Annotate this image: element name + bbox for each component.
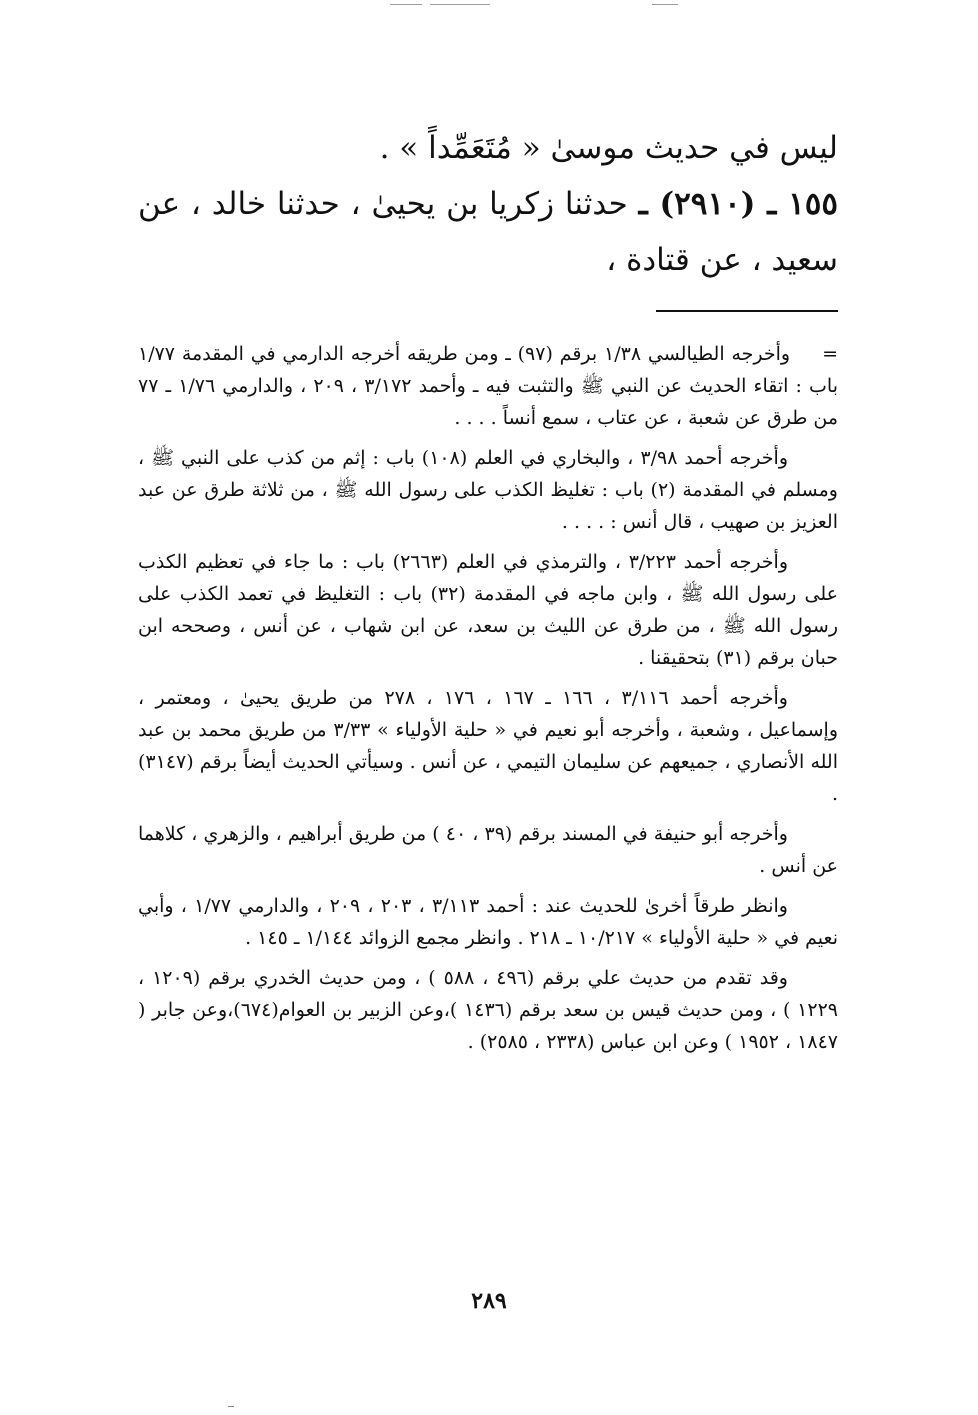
main-line-1: ليس في حديث موسىٰ « مُتَعَمِّداً » . [379,130,838,166]
hadith-entry-text: حدثنا زكريا بن يحيىٰ ، حدثنا خالد ، عن سعيد ، عن قتادة ، [138,186,838,278]
hadith-entry [138,176,838,288]
footnote-text: وأخرجه الطيالسي ١/٣٨ برقم (٩٧) ـ ومن طريقه أخرجه الدارمي في المقدمة ١/٧٧ باب : اتقاء الحديث عن النبي ﷺ والتثبت فيه ـ وأحمد ٣/١٧٢ ، ٢٠٩ ، والدارمي ١/٧٦ ـ ٧٧ من طرق عن شعبة ، عن عتاب ، سمع أنساً . . . . [138,343,839,429]
footnote-paragraph: وانظر طرقاً أخرىٰ للحديث عند : أحمد ٣/١١٣ ، ٢٠٣ ، ٢٠٩ ، والدارمي ١/٧٧ ، وأبي نعيم في « حلية الأولياء » ١٠/٢١٧ ـ ٢١٨ . وانظر مجمع الزوائد ١/١٤٤ ـ ١٤٥ . [138,895,838,949]
continuation-marker: = [822,343,838,365]
footnote-separator [656,310,838,312]
hadith-entry-number: ١٥٥ ـ (٢٩١٠) ـ [638,186,839,222]
footnote-paragraph: وأخرجه أحمد ٣/٢٢٣ ، والترمذي في العلم (٢٦٦٣) باب : ما جاء في تعظيم الكذب على رسول الله ﷺ ، وابن ماجه في المقدمة (٣٢) باب : التغليظ في تعمد الكذب على رسول الله ﷺ ، من طرق عن الليث بن سعد، عن ابن شهاب ، عن أنس ، وصححه ابن حبان برقم (٣١) بتحقيقنا . [138,551,838,669]
footnote-paragraph [138,338,838,434]
footnote-paragraph: وأخرجه أحمد ٣/١١٦ ، ١٦٦ ـ ١٦٧ ، ١٧٦ ، ٢٧٨ من طريق يحيىٰ ، ومعتمر ، وإسماعيل ، وشعبة ، وأخرجه أبو نعيم في « حلية الأولياء » ٣/٣٣ من طريق محمد بن عبد الله الأنصاري ، جميعهم عن سليمان التيمي ، عن أنس . وسيأتي الحديث أيضاً برقم (٣١٤٧) . [138,687,838,805]
footnote-paragraph: وأخرجه أحمد ٣/٩٨ ، والبخاري في العلم (١٠٨) باب : إثم من كذب على النبي ﷺ ، ومسلم في المقدمة (٢) باب : تغليظ الكذب على رسول الله ﷺ ، من ثلاثة طرق عن عبد العزيز بن صهيب ، قال أنس : . . . . [138,447,838,533]
footnote-paragraph: وقد تقدم من حديث علي برقم (٤٩٦ ، ٥٨٨ ) ، ومن حديث الخدري برقم (١٢٠٩ ، ١٢٢٩ ) ، ومن حديث قيس بن سعد برقم (١٤٣٦ )،وعن الزبير بن العوام(٦٧٤)،وعن جابر ( ١٨٤٧ ، ١٩٥٢ ) وعن ابن عباس (٢٣٣٨ ، ٢٥٨٥) . [138,967,838,1053]
page-number: ٢٨٩ [471,1288,507,1314]
scan-mark [228,1406,234,1407]
footnotes [138,338,838,1066]
footnote-paragraph: وأخرجه أبو حنيفة في المسند برقم (٣٩ ، ٤٠ ) من طريق أبراهيم ، والزهري ، كلاهما عن أنس . [138,823,838,877]
main-text [138,120,838,288]
top-scan-marks [390,0,710,12]
